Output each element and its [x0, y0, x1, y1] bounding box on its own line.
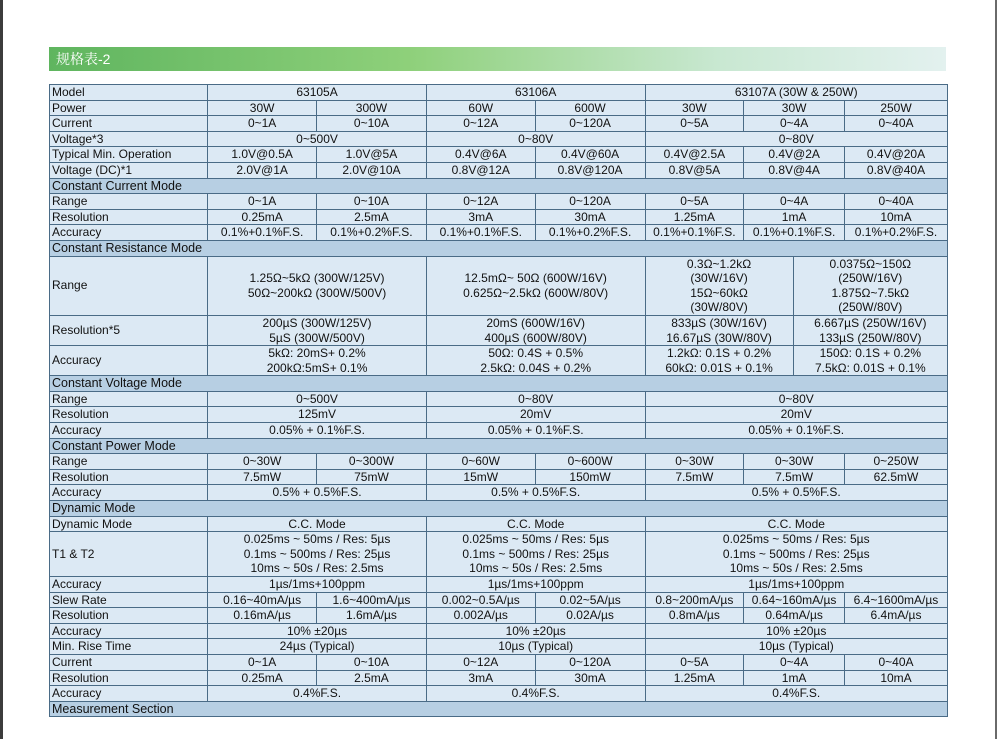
section-header-dynamic-mode — [50, 501, 948, 517]
row-label: Resolution — [50, 469, 208, 485]
spec-row — [50, 469, 948, 485]
row-label: Range — [50, 391, 208, 407]
spec-value-cell: 5kΩ: 20mS+ 0.2% 200kΩ:5mS+ 0.1% — [208, 346, 427, 376]
spec-value-cell: 0~80V — [426, 131, 645, 147]
row-label: Model — [50, 85, 208, 101]
spec-row — [50, 592, 948, 608]
spec-value-cell: 0.02~5A/µs — [535, 592, 645, 608]
row-label: Accuracy — [50, 346, 208, 376]
spec-value-cell: 0~10A — [317, 116, 427, 132]
row-label: Accuracy — [50, 225, 208, 241]
spec-value-cell: 0~250W — [845, 454, 948, 470]
spec-value-cell: 10µs (Typical) — [645, 639, 948, 655]
spec-value-cell: 0.002~0.5A/µs — [426, 592, 535, 608]
spec-value-cell: 1µs/1ms+100ppm — [645, 577, 948, 593]
spec-row — [50, 577, 948, 593]
spec-value-cell: 0~600W — [535, 454, 645, 470]
section-header-constant-current-mode — [50, 178, 948, 194]
spec-value-cell: 0.025ms ~ 50ms / Res: 5µs 0.1ms ~ 500ms / Res: 25µs 10ms ~ 50s / Res: 2.5ms — [208, 532, 427, 577]
row-label: Resolution*5 — [50, 315, 208, 345]
spec-value-cell: 2.5mA — [317, 670, 427, 686]
spec-value-cell: 0.4V@20A — [845, 147, 948, 163]
spec-value-cell: 250W — [845, 100, 948, 116]
spec-value-cell: 0~1A — [208, 116, 317, 132]
row-label: Slew Rate — [50, 592, 208, 608]
spec-value-cell: 0.4%F.S. — [426, 686, 645, 702]
section-header-label: Constant Power Mode — [50, 438, 948, 454]
spec-value-cell: 0~12A — [426, 194, 535, 210]
spec-value-cell: 0.25mA — [208, 670, 317, 686]
spec-value-cell: 2.5mA — [317, 209, 427, 225]
spec-value-cell: 0~4A — [744, 116, 845, 132]
spec-value-cell: 150Ω: 0.1S + 0.2% 7.5kΩ: 0.01S + 0.1% — [793, 346, 947, 376]
spec-row — [50, 454, 948, 470]
row-label: Resolution — [50, 209, 208, 225]
spec-value-cell: 0~40A — [845, 116, 948, 132]
spec-value-cell: 125mV — [208, 407, 427, 423]
spec-value-cell: 0.002A/µs — [426, 608, 535, 624]
spec-value-cell: C.C. Mode — [208, 516, 427, 532]
spec-value-cell: 15mW — [426, 469, 535, 485]
row-label: Accuracy — [50, 623, 208, 639]
spec-value-cell: 0~10A — [317, 654, 427, 670]
spec-value-cell: 0~40A — [845, 654, 948, 670]
spec-value-cell: 7.5mW — [744, 469, 845, 485]
row-label: Power — [50, 100, 208, 116]
spec-value-cell: 7.5mW — [645, 469, 744, 485]
section-header-label: Constant Current Mode — [50, 178, 948, 194]
spec-value-cell: 0.64~160mA/µs — [744, 592, 845, 608]
spec-value-cell: 0~40A — [845, 194, 948, 210]
spec-value-cell: 0~500V — [208, 131, 427, 147]
row-label: Min. Rise Time — [50, 639, 208, 655]
spec-value-cell: 0.16~40mA/µs — [208, 592, 317, 608]
spec-row — [50, 85, 948, 101]
spec-value-cell: 30W — [645, 100, 744, 116]
spec-value-cell: 0.4V@2A — [744, 147, 845, 163]
spec-value-cell: 10% ±20µs — [426, 623, 645, 639]
spec-value-cell: 0.8V@120A — [535, 162, 645, 178]
spec-row — [50, 147, 948, 163]
spec-value-cell: 30mA — [535, 209, 645, 225]
spec-value-cell: 75mW — [317, 469, 427, 485]
spec-value-cell: 3mA — [426, 209, 535, 225]
spec-value-cell: 0.1%+0.1%F.S. — [426, 225, 535, 241]
spec-value-cell: 20mS (600W/16V) 400µS (600W/80V) — [426, 315, 645, 345]
spec-row — [50, 485, 948, 501]
row-label: T1 & T2 — [50, 532, 208, 577]
spec-row — [50, 670, 948, 686]
row-label: Resolution — [50, 608, 208, 624]
spec-value-cell: 1mA — [744, 209, 845, 225]
spec-value-cell: 12.5mΩ~ 50Ω (600W/16V) 0.625Ω~2.5kΩ (600W/80V) — [426, 256, 645, 315]
spec-value-cell: 0.8V@4A — [744, 162, 845, 178]
section-header-label: Constant Voltage Mode — [50, 376, 948, 392]
spec-row — [50, 116, 948, 132]
spec-value-cell: 0.05% + 0.1%F.S. — [208, 423, 427, 439]
spec-row — [50, 423, 948, 439]
spec-value-cell: 10mA — [845, 209, 948, 225]
spec-value-cell: 20mV — [645, 407, 948, 423]
spec-value-cell: C.C. Mode — [645, 516, 948, 532]
spec-value-cell: 1.25mA — [645, 670, 744, 686]
spec-value-cell: 0~500V — [208, 391, 427, 407]
spec-value-cell: 0~80V — [645, 131, 948, 147]
spec-value-cell: 0~5A — [645, 654, 744, 670]
spec-value-cell: 833µS (30W/16V) 16.67µS (30W/80V) — [645, 315, 793, 345]
spec-value-cell: 0~5A — [645, 194, 744, 210]
spec-value-cell: 0.4%F.S. — [645, 686, 948, 702]
spec-value-cell: 0.8~200mA/µs — [645, 592, 744, 608]
spec-value-cell: 0.5% + 0.5%F.S. — [645, 485, 948, 501]
spec-value-cell: 1µs/1ms+100ppm — [426, 577, 645, 593]
spec-row — [50, 654, 948, 670]
section-header-constant-voltage-mode — [50, 376, 948, 392]
spec-value-cell: 63106A — [426, 85, 645, 101]
spec-value-cell: 63107A (30W & 250W) — [645, 85, 948, 101]
spec-value-cell: 0.8V@12A — [426, 162, 535, 178]
row-label: Range — [50, 194, 208, 210]
spec-value-cell: 1.25mA — [645, 209, 744, 225]
spec-value-cell: 30mA — [535, 670, 645, 686]
spec-value-cell: 0~12A — [426, 116, 535, 132]
spec-value-cell: 0.4V@6A — [426, 147, 535, 163]
section-header-label: Constant Resistance Mode — [50, 240, 948, 256]
spec-value-cell: 3mA — [426, 670, 535, 686]
row-label: Accuracy — [50, 577, 208, 593]
row-label: Current — [50, 116, 208, 132]
spec-row — [50, 407, 948, 423]
spec-value-cell: 0~300W — [317, 454, 427, 470]
spec-value-cell: 6.667µS (250W/16V) 133µS (250W/80V) — [793, 315, 947, 345]
spec-table — [49, 84, 948, 717]
spec-value-cell: 0~1A — [208, 194, 317, 210]
spec-value-cell: 1.2kΩ: 0.1S + 0.2% 60kΩ: 0.01S + 0.1% — [645, 346, 793, 376]
row-label: Resolution — [50, 670, 208, 686]
spec-value-cell: 0~10A — [317, 194, 427, 210]
spec-row — [50, 623, 948, 639]
row-label: Accuracy — [50, 686, 208, 702]
spec-row — [50, 315, 948, 345]
spec-value-cell: 6.4~1600mA/µs — [845, 592, 948, 608]
spec-value-cell: 0.1%+0.1%F.S. — [645, 225, 744, 241]
spec-value-cell: 0.64mA/µs — [744, 608, 845, 624]
spec-row — [50, 162, 948, 178]
section-header-label: Measurement Section — [50, 701, 948, 717]
spec-value-cell: 1.25Ω~5kΩ (300W/125V) 50Ω~200kΩ (300W/500V) — [208, 256, 427, 315]
spec-value-cell: 0.4V@60A — [535, 147, 645, 163]
spec-value-cell: 0.5% + 0.5%F.S. — [208, 485, 427, 501]
spec-row — [50, 391, 948, 407]
spec-value-cell: 30W — [744, 100, 845, 116]
spec-value-cell: 0.5% + 0.5%F.S. — [426, 485, 645, 501]
spec-value-cell: 0~30W — [645, 454, 744, 470]
spec-value-cell: 300W — [317, 100, 427, 116]
section-header-constant-resistance-mode — [50, 240, 948, 256]
spec-row — [50, 639, 948, 655]
spec-value-cell: 0.05% + 0.1%F.S. — [645, 423, 948, 439]
spec-value-cell: 7.5mW — [208, 469, 317, 485]
spec-value-cell: 24µs (Typical) — [208, 639, 427, 655]
row-label: Voltage (DC)*1 — [50, 162, 208, 178]
spec-value-cell: 60W — [426, 100, 535, 116]
spec-row — [50, 686, 948, 702]
spec-value-cell: 0.8V@40A — [845, 162, 948, 178]
spec-value-cell: 0.02A/µs — [535, 608, 645, 624]
spec-row — [50, 194, 948, 210]
spec-value-cell: 0~120A — [535, 116, 645, 132]
spec-row — [50, 516, 948, 532]
spec-value-cell: 1.6mA/µs — [317, 608, 427, 624]
spec-row — [50, 256, 948, 315]
section-title: 规格表-2 — [49, 47, 946, 71]
row-label: Dynamic Mode — [50, 516, 208, 532]
spec-value-cell: 10mA — [845, 670, 948, 686]
spec-value-cell: 0~12A — [426, 654, 535, 670]
spec-value-cell: 0.05% + 0.1%F.S. — [426, 423, 645, 439]
spec-row — [50, 608, 948, 624]
spec-value-cell: 0.1%+0.2%F.S. — [535, 225, 645, 241]
spec-row — [50, 532, 948, 577]
spec-row — [50, 131, 948, 147]
spec-value-cell: 0.25mA — [208, 209, 317, 225]
spec-value-cell: 0~4A — [744, 654, 845, 670]
spec-value-cell: 0.3Ω~1.2kΩ (30W/16V) 15Ω~60kΩ (30W/80V) — [645, 256, 793, 315]
spec-value-cell: 30W — [208, 100, 317, 116]
spec-value-cell: 10% ±20µs — [645, 623, 948, 639]
spec-value-cell: 2.0V@10A — [317, 162, 427, 178]
row-label: Typical Min. Operation — [50, 147, 208, 163]
spec-value-cell: 1µs/1ms+100ppm — [208, 577, 427, 593]
spec-value-cell: 200µS (300W/125V) 5µS (300W/500V) — [208, 315, 427, 345]
row-label: Accuracy — [50, 423, 208, 439]
row-label: Voltage*3 — [50, 131, 208, 147]
spec-value-cell: 0.025ms ~ 50ms / Res: 5µs 0.1ms ~ 500ms / Res: 25µs 10ms ~ 50s / Res: 2.5ms — [426, 532, 645, 577]
spec-value-cell: 50Ω: 0.4S + 0.5% 2.5kΩ: 0.04S + 0.2% — [426, 346, 645, 376]
spec-value-cell: 10% ±20µs — [208, 623, 427, 639]
section-header-constant-power-mode — [50, 438, 948, 454]
left-edge-divider — [0, 0, 3, 739]
spec-value-cell: 6.4mA/µs — [845, 608, 948, 624]
spec-value-cell: 1mA — [744, 670, 845, 686]
spec-value-cell: 0~80V — [426, 391, 645, 407]
spec-value-cell: 0~120A — [535, 194, 645, 210]
spec-value-cell: 1.0V@0.5A — [208, 147, 317, 163]
spec-row — [50, 346, 948, 376]
row-label: Range — [50, 256, 208, 315]
spec-value-cell: 0.1%+0.1%F.S. — [208, 225, 317, 241]
spec-value-cell: 0.1%+0.2%F.S. — [317, 225, 427, 241]
spec-value-cell: 63105A — [208, 85, 427, 101]
spec-value-cell: 1.6~400mA/µs — [317, 592, 427, 608]
spec-value-cell: 62.5mW — [845, 469, 948, 485]
spec-value-cell: 0.1%+0.1%F.S. — [744, 225, 845, 241]
spec-value-cell: 0.16mA/µs — [208, 608, 317, 624]
row-label: Range — [50, 454, 208, 470]
spec-row — [50, 209, 948, 225]
spec-value-cell: 600W — [535, 100, 645, 116]
spec-value-cell: C.C. Mode — [426, 516, 645, 532]
spec-value-cell: 10µs (Typical) — [426, 639, 645, 655]
spec-value-cell: 0.8V@5A — [645, 162, 744, 178]
spec-value-cell: 0~30W — [208, 454, 317, 470]
spec-value-cell: 0.8mA/µs — [645, 608, 744, 624]
spec-value-cell: 0~60W — [426, 454, 535, 470]
row-label: Accuracy — [50, 485, 208, 501]
spec-value-cell: 20mV — [426, 407, 645, 423]
row-label: Current — [50, 654, 208, 670]
spec-value-cell: 0~5A — [645, 116, 744, 132]
spec-value-cell: 0.1%+0.2%F.S. — [845, 225, 948, 241]
spec-value-cell: 0.4V@2.5A — [645, 147, 744, 163]
spec-value-cell: 0~30W — [744, 454, 845, 470]
spec-value-cell: 0.0375Ω~150Ω (250W/16V) 1.875Ω~7.5kΩ (250W/80V) — [793, 256, 947, 315]
spec-row — [50, 225, 948, 241]
spec-value-cell: 0.4%F.S. — [208, 686, 427, 702]
spec-value-cell: 0~120A — [535, 654, 645, 670]
spec-value-cell: 1.0V@5A — [317, 147, 427, 163]
spec-value-cell: 0~4A — [744, 194, 845, 210]
spec-value-cell: 0.025ms ~ 50ms / Res: 5µs 0.1ms ~ 500ms / Res: 25µs 10ms ~ 50s / Res: 2.5ms — [645, 532, 948, 577]
section-header-label: Dynamic Mode — [50, 501, 948, 517]
spec-value-cell: 2.0V@1A — [208, 162, 317, 178]
spec-row — [50, 100, 948, 116]
row-label: Resolution — [50, 407, 208, 423]
spec-value-cell: 0~80V — [645, 391, 948, 407]
section-header-measurement-section — [50, 701, 948, 717]
spec-value-cell: 150mW — [535, 469, 645, 485]
spec-value-cell: 0~1A — [208, 654, 317, 670]
